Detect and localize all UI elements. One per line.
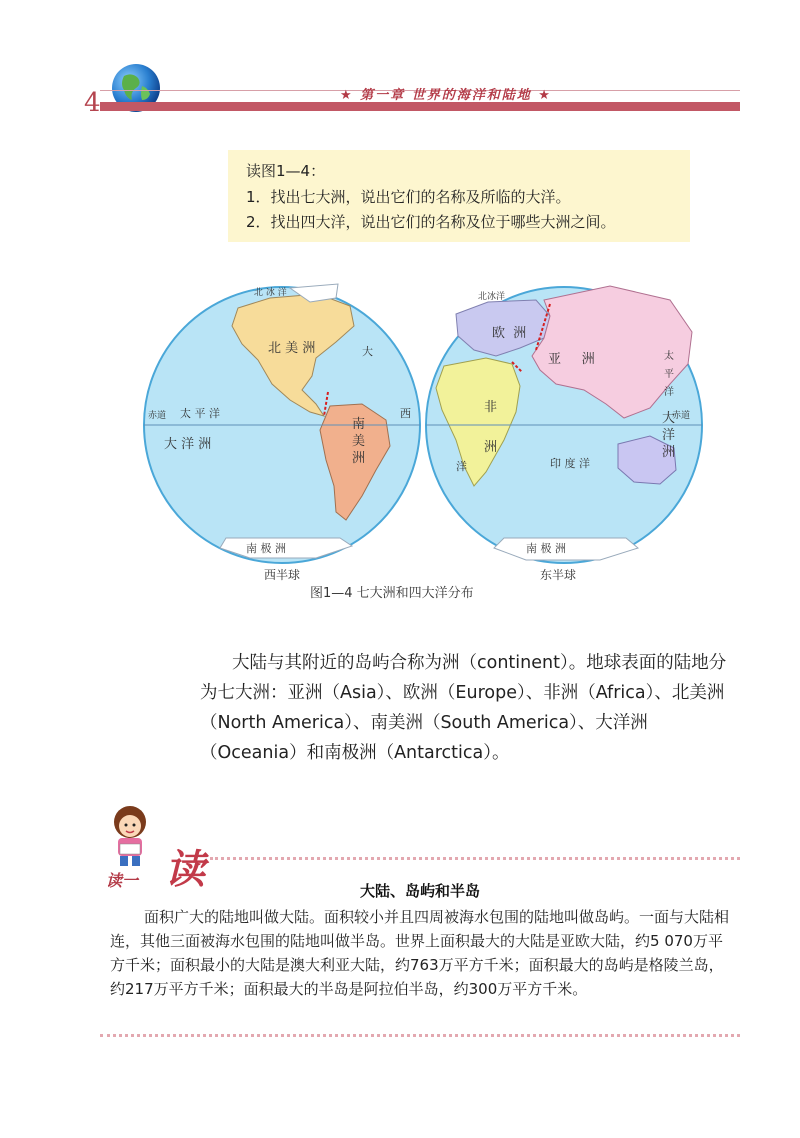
label-africa: 非 洲 [484, 400, 498, 455]
label-great: 大 [362, 345, 373, 358]
label-ocean-char: 洋 [456, 460, 467, 473]
label-oceania-east: 大 洋 洲 [662, 411, 676, 460]
reading-girl-icon [100, 800, 164, 870]
label-arctic-west: 北 冰 洋 [254, 288, 287, 298]
read-section-title: 大陆、岛屿和半岛 [360, 882, 481, 900]
label-west: 西 [400, 407, 411, 420]
label-antarctica-east: 南 极 洲 [526, 542, 566, 555]
label-north-america: 北 美 洲 [268, 341, 316, 356]
label-pacific-east: 太 平 洋 [664, 351, 674, 398]
label-indian-ocean: 印 度 洋 [550, 457, 590, 470]
antarctica-east-landmass [494, 538, 638, 560]
label-eastern-hemisphere: 东半球 [540, 568, 577, 582]
chapter-title: ★ 第一章 世界的海洋和陆地 ★ [340, 88, 552, 103]
label-pacific-west: 太 平 洋 [180, 407, 220, 420]
read-section-body: 面积广大的陆地叫做大陆。面积较小并且四周被海水包围的陆地叫做岛屿。一面与大陆相连，其他三面被海水包围的陆地叫做半岛。世界上面积最大的大陆是亚欧大陆，约5 070万平方千米；面积最小的大陆是澳大利亚大陆，约763万平方千米；面积最大的岛屿是格陵兰岛，约217万平方千米；面积最大的半岛是阿拉伯半岛，约300万平方千米。 [110, 908, 730, 998]
label-asia: 亚 洲 [548, 352, 595, 367]
eastern-hemisphere [426, 286, 702, 563]
label-europe: 欧 洲 [492, 326, 527, 341]
header-bar [100, 102, 740, 111]
prompt-title: 读图1—4： [246, 162, 326, 180]
antarctica-west-landmass [220, 538, 352, 558]
continent-paragraph: 大陆与其附近的岛屿合称为洲（continent）。地球表面的陆地分为七大洲：亚洲（Asia）、欧洲（Europe）、非洲（Africa）、北美洲（North America）、南美洲（South America）、大洋洲（Oceania）和南极洲（Antarctica）。 [200, 653, 727, 763]
label-antarctica-west: 南 极 洲 [246, 542, 286, 555]
label-equator-west: 赤道 [148, 411, 167, 421]
label-arctic-east: 北冰洋 [478, 292, 506, 302]
dotted-divider-top [210, 857, 740, 860]
label-equator-east: 赤道 [672, 411, 691, 421]
label-oceania-west: 大 洋 洲 [164, 437, 212, 452]
prompt-item: 2．找出四大洋，说出它们的名称及位于哪些大洲之间。 [246, 213, 616, 231]
read-section-label: 读一 [106, 871, 139, 890]
western-hemisphere [144, 284, 420, 563]
dotted-divider-bottom [100, 1034, 740, 1037]
figure-caption: 图1—4 七大洲和四大洋分布 [310, 586, 474, 601]
world-hemisphere-map [140, 280, 710, 580]
callout-tail [650, 150, 690, 180]
prompt-item: 1．找出七大洲，说出它们的名称及所临的大洋。 [246, 188, 571, 206]
label-south-america: 南 美 洲 [352, 417, 366, 466]
label-western-hemisphere: 西半球 [264, 568, 301, 582]
read-big-character: 读 [165, 846, 205, 893]
page-number: 4 [84, 88, 101, 118]
